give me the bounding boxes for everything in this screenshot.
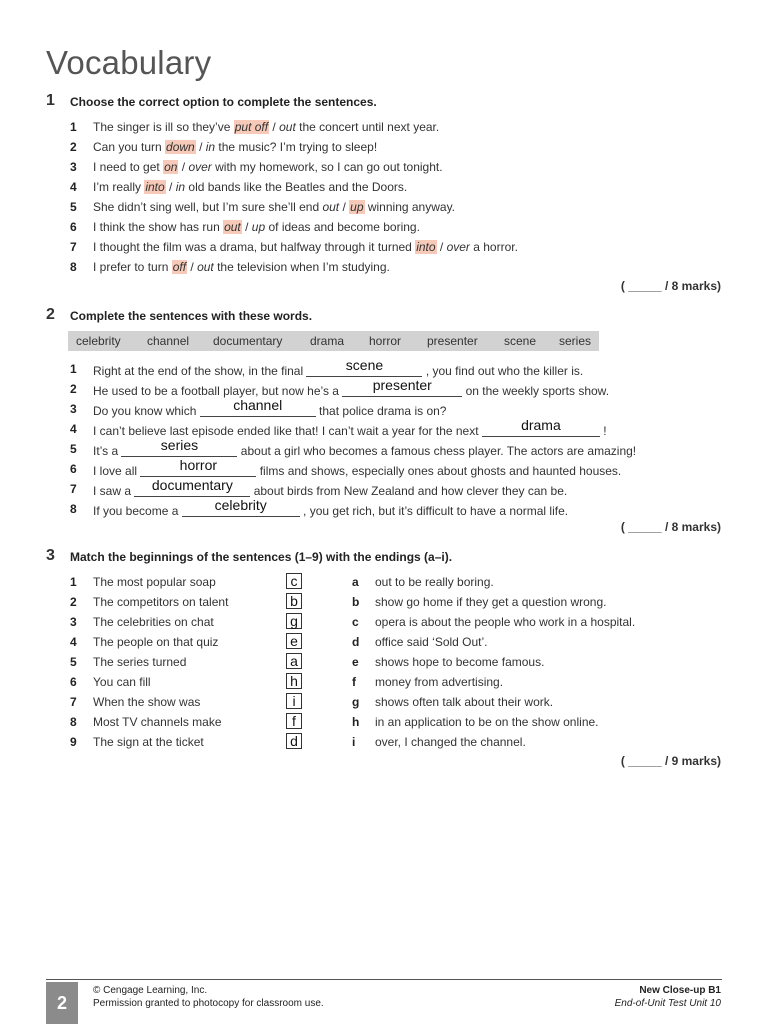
item-number: 3 [70, 160, 77, 174]
match-answer-box[interactable]: g [286, 613, 302, 629]
sentence-text: / [165, 180, 176, 194]
item-number: 1 [70, 575, 77, 589]
section2-instruction: Complete the sentences with these words. [70, 309, 313, 323]
sentence [93, 417, 607, 438]
sentence-text: / [178, 160, 189, 174]
sentence [93, 397, 447, 418]
match-answer-box[interactable]: f [286, 713, 302, 729]
ending-letter: i [352, 735, 356, 749]
alternative-option: over [188, 160, 212, 174]
sentence-text: / [195, 140, 206, 154]
item-number: 1 [70, 120, 77, 134]
ending-letter: a [352, 575, 359, 589]
ending-letter: b [352, 595, 360, 609]
item-number: 5 [70, 442, 77, 456]
section1-number: 1 [46, 92, 55, 109]
footer-divider [46, 979, 722, 980]
match-answer-box[interactable]: i [286, 693, 302, 709]
match-answer-box[interactable]: d [286, 733, 302, 749]
sentence-text: I think the show has run [93, 220, 224, 234]
handwritten-answer: scene [345, 357, 384, 373]
answer-blank[interactable] [342, 377, 462, 397]
sentence-beginning: You can fill [93, 675, 151, 689]
sentence-ending: opera is about the people who work in a hospital. [375, 615, 636, 629]
ending-letter: f [352, 675, 356, 689]
sentence-text: I prefer to turn [93, 260, 172, 274]
answer-blank[interactable] [140, 457, 256, 477]
sentence-text: I thought the film was a drama, but halfway through it turned [93, 240, 416, 254]
item-number: 5 [70, 200, 77, 214]
page-title: Vocabulary [46, 44, 212, 81]
word-bank-item: series [559, 334, 592, 348]
highlighted-option: off [172, 260, 187, 274]
sentence [93, 457, 622, 478]
alternative-option: out [322, 200, 340, 214]
sentence [93, 437, 637, 458]
answer-blank[interactable] [121, 437, 237, 457]
test-title: End-of-Unit Test Unit 10 [614, 998, 721, 1009]
sentence-text: / [269, 120, 280, 134]
sentence-beginning: Most TV channels make [93, 715, 222, 729]
item-number: 4 [70, 422, 77, 436]
highlighted-option: into [416, 240, 436, 254]
item-number: 6 [70, 220, 77, 234]
sentence-text: I need to get [93, 160, 164, 174]
match-answer-box[interactable]: a [286, 653, 302, 669]
match-answer-box[interactable]: b [286, 593, 302, 609]
sentence-text: films and shows, especially ones about ghosts and haunted houses. [256, 464, 622, 478]
ending-letter: d [352, 635, 360, 649]
sentence [93, 377, 610, 398]
sentence-text: old bands like the Beatles and the Doors. [185, 180, 408, 194]
sentence-ending: out to be really boring. [375, 575, 494, 589]
alternative-option: in [205, 140, 216, 154]
sentence-text: the television when I’m studying. [213, 260, 390, 274]
match-answer-box[interactable]: e [286, 633, 302, 649]
sentence-text: on the weekly sports show. [462, 384, 610, 398]
sentence-text: I saw a [93, 484, 135, 498]
alternative-option: up [251, 220, 266, 234]
sentence-text: / [241, 220, 252, 234]
handwritten-answer: channel [233, 397, 283, 413]
section3-number: 3 [46, 547, 55, 564]
section3-marks: ( _____ / 9 marks) [620, 754, 721, 768]
alternative-option: out [197, 260, 214, 274]
sentence-text: Can you turn [93, 140, 166, 154]
item-number: 8 [70, 715, 77, 729]
highlighted-option: out [224, 220, 241, 234]
highlighted-option: up [350, 200, 364, 214]
sentence [93, 357, 584, 378]
alternative-option: in [175, 180, 186, 194]
sentence-ending: in an application to be on the show online. [375, 715, 599, 729]
sentence [93, 240, 518, 254]
match-answer-box[interactable]: h [286, 673, 302, 689]
sentence-text: , you get rich, but it’s difficult to have a normal life. [299, 504, 569, 518]
sentence-text: , you find out who the killer is. [422, 364, 584, 378]
sentence-beginning: When the show was [93, 695, 201, 709]
highlighted-option: on [164, 160, 178, 174]
word-bank-item: horror [369, 334, 402, 348]
sentence-text: I can’t believe last episode ended like that! I can’t wait a year for the next [93, 424, 482, 438]
alternative-option: out [279, 120, 296, 134]
sentence-text: with my homework, so I can go out tonight. [211, 160, 443, 174]
word-bank [68, 331, 599, 351]
highlighted-option: put off [234, 120, 269, 134]
item-number: 1 [70, 362, 77, 376]
item-number: 2 [70, 382, 77, 396]
item-number: 6 [70, 675, 77, 689]
copyright-text: © Cengage Learning, Inc. [93, 985, 208, 996]
section1-instruction: Choose the correct option to complete the sentences. [70, 95, 377, 109]
sentence-text: Do you know which [93, 404, 200, 418]
item-number: 7 [70, 695, 77, 709]
sentence-text: She didn’t sing well, but I’m sure she’ll end [93, 200, 323, 214]
sentence [93, 200, 455, 214]
item-number: 8 [70, 502, 77, 516]
sentence [93, 140, 377, 154]
sentence-beginning: The competitors on talent [93, 595, 229, 609]
item-number: 7 [70, 482, 77, 496]
item-number: 4 [70, 635, 77, 649]
section3-instruction: Match the beginnings of the sentences (1–9) with the endings (a–i). [70, 550, 453, 564]
answer-blank[interactable] [134, 477, 250, 497]
sentence [93, 260, 390, 274]
item-number: 6 [70, 462, 77, 476]
item-number: 3 [70, 615, 77, 629]
handwritten-answer: series [160, 437, 199, 453]
ending-letter: c [352, 615, 359, 629]
answer-blank[interactable] [200, 397, 316, 417]
item-number: 9 [70, 735, 77, 749]
permission-text: Permission granted to photocopy for classroom use. [93, 998, 324, 1009]
section2-number: 2 [46, 306, 55, 323]
sentence-beginning: The series turned [93, 655, 187, 669]
word-bank-item: scene [504, 334, 537, 348]
sentence-beginning: The most popular soap [93, 575, 216, 589]
word-bank-item: channel [147, 334, 190, 348]
answer-blank[interactable] [482, 417, 600, 437]
sentence-ending: office said ‘Sold Out’. [375, 635, 488, 649]
sentence-text: He used to be a football player, but now he’s a [93, 384, 343, 398]
sentence-text: about birds from New Zealand and how clever they can be. [250, 484, 568, 498]
ending-letter: g [352, 695, 360, 709]
sentence-text: Right at the end of the show, in the final [93, 364, 307, 378]
handwritten-answer: documentary [151, 477, 233, 493]
item-number: 8 [70, 260, 77, 274]
sentence [93, 180, 407, 194]
sentence-text: winning anyway. [364, 200, 456, 214]
answer-blank[interactable] [182, 497, 300, 517]
item-number: 7 [70, 240, 77, 254]
item-number: 5 [70, 655, 77, 669]
sentence-beginning: The people on that quiz [93, 635, 219, 649]
sentence-text: / [339, 200, 350, 214]
word-bank-item: presenter [427, 334, 478, 348]
sentence-ending: over, I changed the channel. [375, 735, 526, 749]
ending-letter: h [352, 715, 360, 729]
match-answer-box[interactable]: c [286, 573, 302, 589]
sentence-ending: shows often talk about their work. [375, 695, 554, 709]
sentence-text: the concert until next year. [295, 120, 440, 134]
highlighted-option: down [166, 140, 195, 154]
sentence-ending: money from advertising. [375, 675, 504, 689]
handwritten-answer: drama [521, 417, 561, 433]
sentence [93, 120, 439, 134]
section2-marks: ( _____ / 8 marks) [620, 520, 721, 534]
sentence-text: a horror. [469, 240, 518, 254]
book-title: New Close-up B1 [639, 985, 721, 996]
sentence-text: / [187, 260, 198, 274]
sentence-text: of ideas and become boring. [265, 220, 420, 234]
sentence [93, 497, 569, 518]
handwritten-answer: horror [179, 457, 218, 473]
section1-marks: ( _____ / 8 marks) [620, 279, 721, 293]
sentence-text: The singer is ill so they’ve [93, 120, 234, 134]
sentence-beginning: The sign at the ticket [93, 735, 204, 749]
ending-letter: e [352, 655, 359, 669]
sentence-text: It’s a [93, 444, 122, 458]
item-number: 4 [70, 180, 77, 194]
sentence-beginning: The celebrities on chat [93, 615, 214, 629]
word-bank-item: documentary [213, 334, 283, 348]
item-number: 2 [70, 595, 77, 609]
sentence-text: the music? I’m trying to sleep! [215, 140, 378, 154]
item-number: 3 [70, 402, 77, 416]
answer-blank[interactable] [306, 357, 422, 377]
handwritten-answer: celebrity [214, 497, 267, 513]
handwritten-answer: presenter [372, 377, 432, 393]
sentence-text: / [436, 240, 447, 254]
sentence [93, 160, 443, 174]
word-bank-item: celebrity [76, 334, 121, 348]
item-number: 2 [70, 140, 77, 154]
sentence [93, 220, 420, 234]
sentence-text: If you become a [93, 504, 182, 518]
sentence-ending: show go home if they get a question wrong. [375, 595, 607, 609]
sentence-text: about a girl who becomes a famous chess player. The actors are amazing! [237, 444, 637, 458]
alternative-option: over [446, 240, 470, 254]
sentence-text: that police drama is on? [315, 404, 447, 418]
sentence [93, 477, 568, 498]
sentence-ending: shows hope to become famous. [375, 655, 545, 669]
page-number: 2 [46, 982, 78, 1024]
sentence-text: I love all [93, 464, 141, 478]
word-bank-item: drama [310, 334, 345, 348]
sentence-text: ! [599, 424, 607, 438]
highlighted-option: into [145, 180, 165, 194]
sentence-text: I’m really [93, 180, 145, 194]
